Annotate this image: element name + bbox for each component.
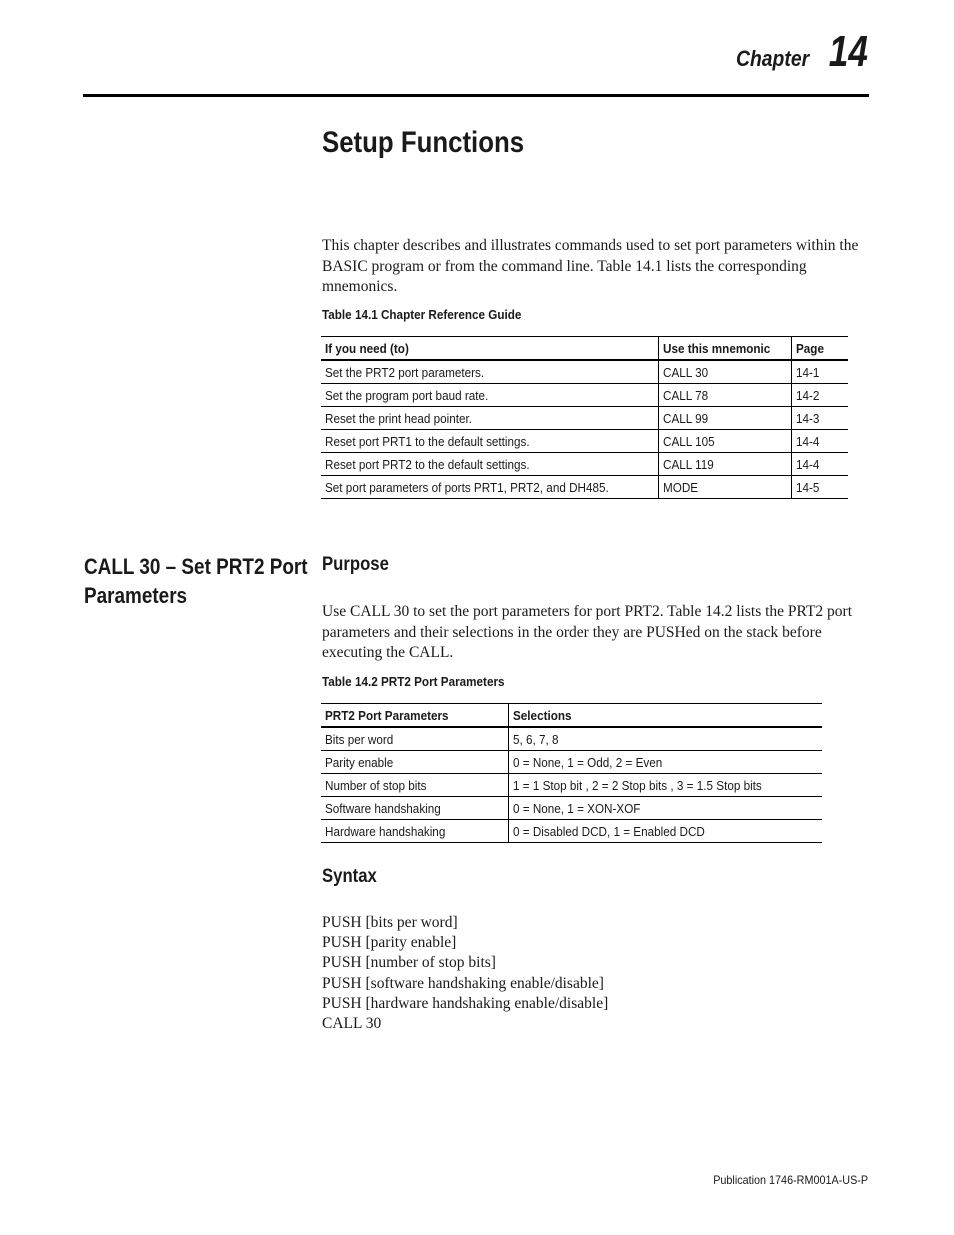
purpose-paragraph: Use CALL 30 to set the port parameters for port PRT2. Table 14.2 lists the PRT2 port parameters and their selections in the order they are PUSHed on the stack before executing the CALL. bbox=[322, 603, 853, 661]
table-cell: 14-4 bbox=[791, 453, 848, 476]
column-header: PRT2 Port Parameters bbox=[321, 704, 508, 728]
syntax-line: PUSH [number of stop bits] bbox=[322, 954, 496, 972]
intro-paragraph: This chapter describes and illustrates commands used to set port parameters within the BASIC program or from the command line. Table 14.1 lists the corresponding mnemonics. bbox=[322, 237, 859, 295]
table-header-row bbox=[321, 704, 822, 728]
table-row bbox=[321, 476, 848, 499]
table-cell: CALL 78 bbox=[658, 384, 791, 407]
table-cell: Set the PRT2 port parameters. bbox=[321, 360, 658, 384]
table-cell: MODE bbox=[658, 476, 791, 499]
table-cell: 5, 6, 7, 8 bbox=[508, 727, 822, 751]
column-header: If you need (to) bbox=[321, 337, 658, 361]
table-cell: 0 = Disabled DCD, 1 = Enabled DCD bbox=[508, 820, 822, 843]
table-row bbox=[321, 727, 822, 751]
prt2-parameters-table bbox=[321, 703, 822, 843]
chapter-header bbox=[726, 27, 868, 76]
table2-caption: Table 14.2 PRT2 Port Parameters bbox=[322, 674, 505, 689]
table-cell: Set the program port baud rate. bbox=[321, 384, 658, 407]
table-cell: Number of stop bits bbox=[321, 774, 508, 797]
table-cell: 14-4 bbox=[791, 430, 848, 453]
table-row bbox=[321, 360, 848, 384]
table-cell: 14-5 bbox=[791, 476, 848, 499]
publication-footer: Publication 1746-RM001A-US-P bbox=[713, 1173, 868, 1187]
table-cell: CALL 99 bbox=[658, 407, 791, 430]
section-side-heading: CALL 30 – Set PRT2 Port Parameters bbox=[84, 554, 308, 608]
syntax-line: PUSH [bits per word] bbox=[322, 914, 458, 931]
syntax-line: PUSH [software handshaking enable/disable] bbox=[322, 974, 604, 992]
chapter-label: Chapter bbox=[735, 46, 810, 71]
syntax-line: PUSH [hardware handshaking enable/disable] bbox=[322, 994, 609, 1012]
table-row bbox=[321, 430, 848, 453]
purpose-heading: Purpose bbox=[322, 554, 389, 575]
table-cell: Reset port PRT2 to the default settings. bbox=[321, 453, 658, 476]
table-cell: 0 = None, 1 = XON-XOF bbox=[508, 797, 822, 820]
table-row bbox=[321, 820, 822, 843]
table-row bbox=[321, 453, 848, 476]
table-cell: Software handshaking bbox=[321, 797, 508, 820]
syntax-line: CALL 30 bbox=[322, 1015, 382, 1033]
syntax-block bbox=[322, 913, 608, 1034]
table-cell: CALL 119 bbox=[658, 453, 791, 476]
table-cell: 14-3 bbox=[791, 407, 848, 430]
table-cell: Reset the print head pointer. bbox=[321, 407, 658, 430]
table-cell: Set port parameters of ports PRT1, PRT2, and DH485. bbox=[321, 476, 658, 499]
chapter-number: 14 bbox=[828, 27, 868, 76]
table-cell: Reset port PRT1 to the default settings. bbox=[321, 430, 658, 453]
table-cell: 14-2 bbox=[791, 384, 848, 407]
table-cell: CALL 105 bbox=[658, 430, 791, 453]
syntax-line: PUSH [parity enable] bbox=[322, 934, 457, 952]
table-row bbox=[321, 774, 822, 797]
table-row bbox=[321, 407, 848, 430]
table-cell: Hardware handshaking bbox=[321, 820, 508, 843]
table-row bbox=[321, 751, 822, 774]
chapter-reference-table bbox=[321, 336, 848, 499]
table-cell: 0 = None, 1 = Odd, 2 = Even bbox=[508, 751, 822, 774]
table-cell: 1 = 1 Stop bit , 2 = 2 Stop bits , 3 = 1.5 Stop bits bbox=[508, 774, 822, 797]
header-rule bbox=[83, 94, 869, 97]
column-header: Use this mnemonic bbox=[658, 337, 791, 361]
table-cell: CALL 30 bbox=[658, 360, 791, 384]
page-title: Setup Functions bbox=[322, 126, 525, 159]
table-row bbox=[321, 797, 822, 820]
column-header: Selections bbox=[508, 704, 822, 728]
table-cell: Parity enable bbox=[321, 751, 508, 774]
table-row bbox=[321, 384, 848, 407]
table-cell: 14-1 bbox=[791, 360, 848, 384]
column-header: Page bbox=[791, 337, 848, 361]
syntax-heading: Syntax bbox=[322, 866, 377, 887]
table-header-row bbox=[321, 337, 848, 361]
table1-caption: Table 14.1 Chapter Reference Guide bbox=[322, 307, 522, 322]
table-cell: Bits per word bbox=[321, 727, 508, 751]
